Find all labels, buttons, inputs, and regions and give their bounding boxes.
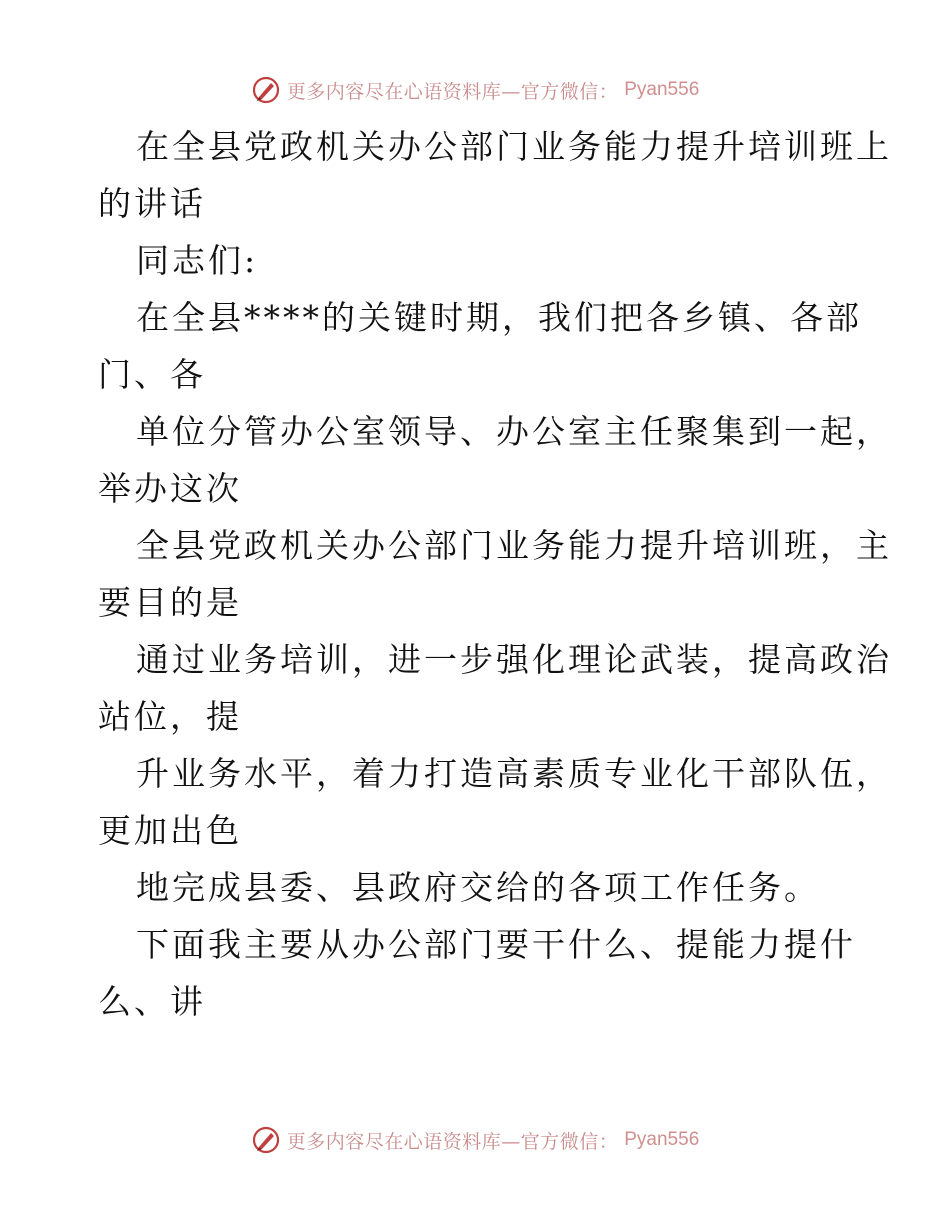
text-line: 全县党政机关办公部门业务能力提升培训班，主: [136, 526, 892, 565]
pen-logo-icon: [251, 1125, 281, 1155]
text-line: 在全县****的关键时期，我们把各乡镇、各部: [136, 298, 862, 337]
text-line: 在全县党政机关办公部门业务能力提升培训班上: [136, 127, 892, 166]
text-line: 通过业务培训，进一步强化理论武装，提高政治: [136, 640, 892, 679]
text-line: 举办这次: [98, 469, 242, 508]
footer-watermark: [0, 1122, 950, 1158]
text-line: 下面我主要从办公部门要干什么、提能力提什: [136, 925, 856, 964]
text-line: 单位分管办公室领导、办公室主任聚集到一起，: [136, 412, 892, 451]
text-line: 地完成县委、县政府交给的各项工作任务。: [136, 868, 820, 907]
watermark-text: 更多内容尽在心语资料库—官方微信：: [286, 80, 619, 103]
text-line: 同志们:: [136, 241, 259, 280]
pen-logo-icon: [251, 75, 281, 105]
header-watermark: [0, 72, 950, 108]
text-line: 要目的是: [98, 583, 242, 622]
watermark-text: 更多内容尽在心语资料库—官方微信：: [286, 1130, 619, 1153]
text-line: 么、讲: [98, 982, 206, 1021]
watermark-wechat-id: Pyan556: [624, 79, 700, 100]
watermark-wechat-id: Pyan556: [624, 1129, 700, 1150]
document-body: [98, 118, 892, 1030]
text-line: 门、各: [98, 355, 206, 394]
text-line: 站位，提: [98, 697, 242, 736]
text-line: 升业务水平，着力打造高素质专业化干部队伍，: [136, 754, 892, 793]
text-line: 的讲话: [98, 184, 206, 223]
text-line: 更加出色: [98, 811, 242, 850]
